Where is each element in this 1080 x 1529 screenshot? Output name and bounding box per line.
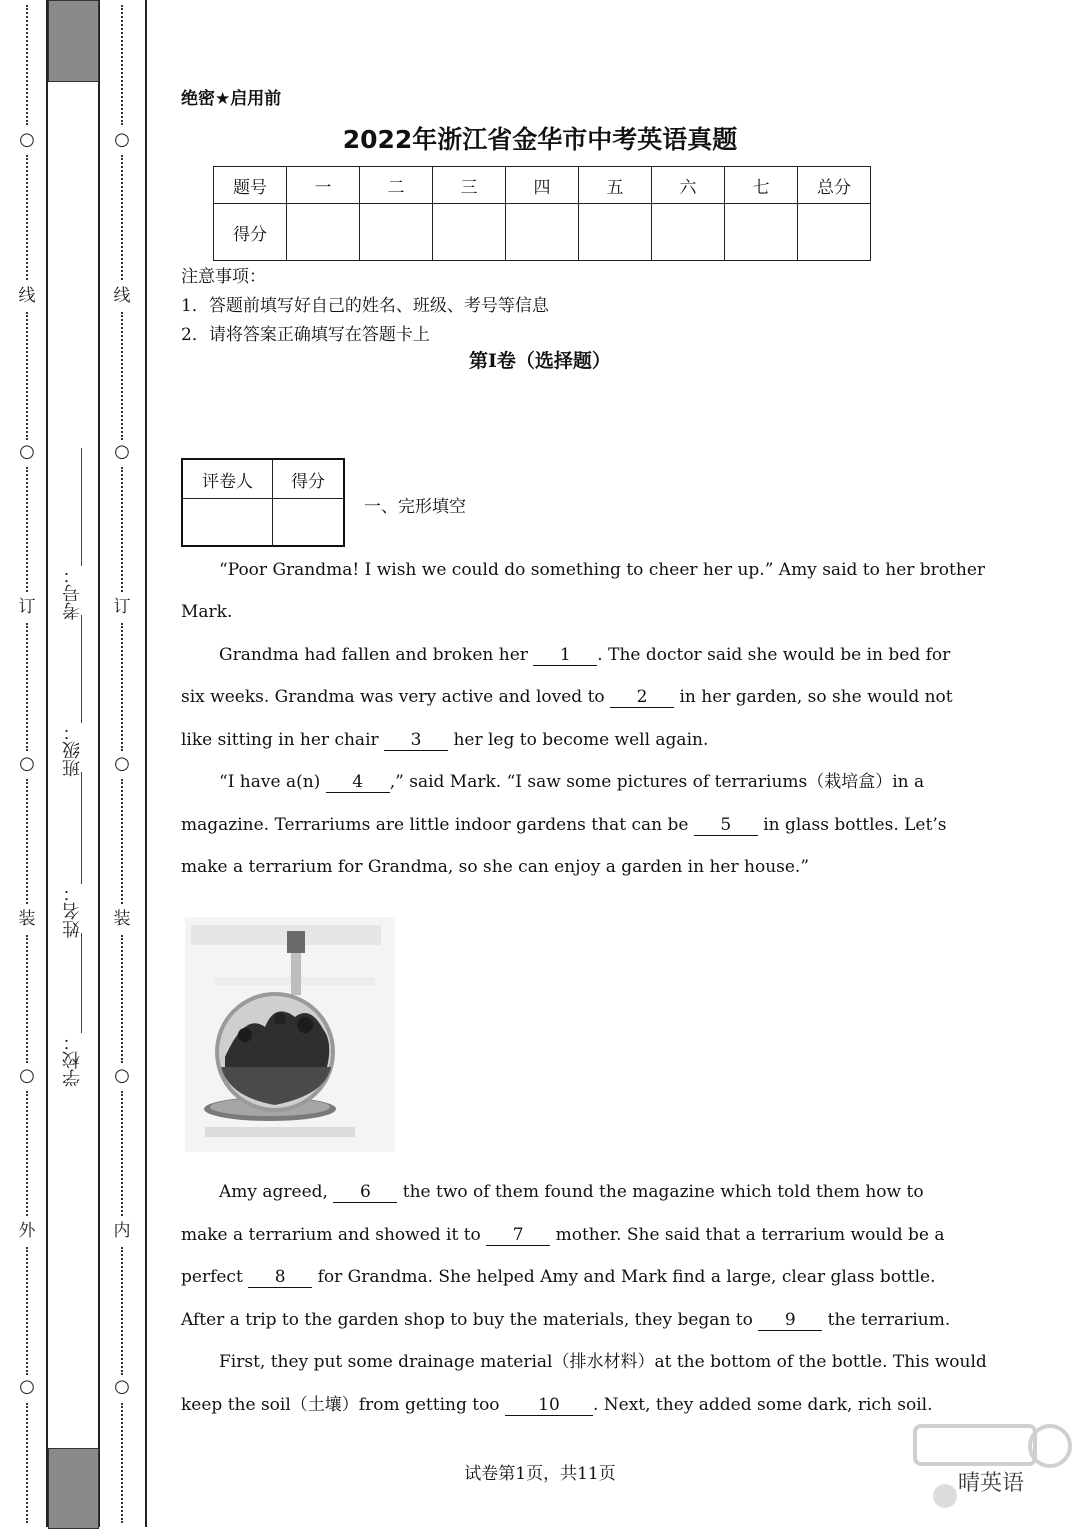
seal-dots: [26, 935, 28, 1063]
score-header-cell: 五: [579, 167, 652, 204]
page-footer: 试卷第1页，共11页: [464, 1464, 616, 1484]
exam-title: 2022年浙江省金华市中考英语真题: [342, 125, 738, 154]
student-id-label: 考号：: [62, 566, 83, 620]
seal-circle-mark: ○: [114, 1376, 130, 1397]
seal-dots: [121, 935, 123, 1063]
seal-line-mark: 线: [113, 286, 131, 306]
seal-dots: [121, 467, 123, 592]
blank-4[interactable]: 4: [326, 772, 390, 793]
seal-circle-mark: ○: [19, 753, 35, 774]
seal-stitch-mark: 装: [18, 909, 36, 929]
seal-dots: [26, 1403, 28, 1523]
seal-dots: [121, 1403, 123, 1523]
passage-text: for Grandma. She helped Amy and Mark find a large, clear glass bottle.: [317, 1267, 936, 1287]
blank-3[interactable]: 3: [384, 730, 448, 751]
score-cell[interactable]: [433, 204, 506, 261]
score-cell[interactable]: [360, 204, 433, 261]
seal-dots: [26, 1091, 28, 1216]
grader-header-cell: 得分: [273, 459, 345, 499]
grader-header-cell: 评卷人: [182, 459, 273, 499]
score-table: [213, 166, 871, 261]
inner-seal-column: [112, 0, 132, 1527]
score-header-cell: 一: [287, 167, 360, 204]
school-field[interactable]: [60, 1033, 90, 1087]
outer-seal-column: [17, 0, 37, 1527]
passage-text: . The doctor said she would be in bed for: [597, 645, 951, 665]
passage-line: [181, 1223, 944, 1247]
seal-circle-mark: ○: [114, 1065, 130, 1086]
seal-dots: [26, 623, 28, 751]
seal-dots: [26, 467, 28, 592]
class-label: 班级：: [62, 723, 83, 777]
blank-8[interactable]: 8: [248, 1267, 312, 1288]
grader-table: [181, 458, 345, 547]
passage-line: Mark.: [181, 602, 233, 622]
seal-dots: [26, 779, 28, 904]
passage-line: [181, 1393, 933, 1417]
student-id-field[interactable]: [60, 566, 90, 620]
notice-item: 2．请将答案正确填写在答题卡上: [181, 325, 430, 345]
passage-text: in her garden, so she would not: [679, 687, 953, 707]
school-label: 学校：: [62, 1033, 83, 1087]
score-cell[interactable]: [798, 204, 871, 261]
student-info-column: [60, 0, 90, 1527]
score-cell[interactable]: [652, 204, 725, 261]
name-field[interactable]: [60, 884, 90, 938]
field-underline: [81, 615, 82, 723]
seal-dots: [26, 1247, 28, 1375]
passage-text: ,” said Mark. “I saw some pictures of terrariums（栽培盒）in a: [389, 772, 925, 792]
score-cell[interactable]: [579, 204, 652, 261]
notice-item: 1．答题前填写好自己的姓名、班级、考号等信息: [181, 296, 549, 316]
passage-line: First, they put some drainage material（排水材料）at the bottom of the bottle. This would: [219, 1352, 987, 1372]
passage-text: After a trip to the garden shop to buy the materials, they began to: [181, 1310, 753, 1330]
score-header-cell: 七: [725, 167, 798, 204]
blank-10[interactable]: 10: [505, 1395, 593, 1416]
seal-dots: [26, 5, 28, 125]
passage-text: her leg to become well again.: [453, 730, 709, 750]
score-table-header-row: [214, 167, 871, 204]
field-underline: [81, 933, 82, 1033]
score-cell[interactable]: [506, 204, 579, 261]
score-cell[interactable]: [287, 204, 360, 261]
notice-heading: 注意事项：: [181, 267, 266, 287]
passage-text: the terrarium.: [827, 1310, 951, 1330]
seal-circle-mark: ○: [114, 441, 130, 462]
passage-text: keep the soil（土壤）from getting too: [181, 1395, 500, 1415]
passage-line: [219, 643, 950, 667]
passage-text: make a terrarium and showed it to: [181, 1225, 481, 1245]
seal-dots: [26, 312, 28, 440]
passage-text: the two of them found the magazine which told them how to: [402, 1182, 924, 1202]
passage-text: in glass bottles. Let’s: [763, 815, 947, 835]
score-table-score-row: [214, 204, 871, 261]
passage-text: magazine. Terrariums are little indoor gardens that can be: [181, 815, 689, 835]
grader-score-cell[interactable]: [273, 499, 345, 547]
seal-circle-mark: ○: [114, 129, 130, 150]
score-cell[interactable]: [725, 204, 798, 261]
passage-line: [219, 1180, 924, 1204]
score-header-cell: 题号: [214, 167, 287, 204]
blank-7[interactable]: 7: [486, 1225, 550, 1246]
seal-outer-mark: 外: [18, 1221, 36, 1241]
passage-line: [181, 813, 946, 837]
binding-border-line: [145, 0, 147, 1527]
score-row-label: 得分: [214, 204, 287, 261]
passage-text: six weeks. Grandma was very active and loved to: [181, 687, 605, 707]
seal-circle-mark: ○: [19, 1376, 35, 1397]
grader-header-row: [182, 459, 344, 499]
passage-line: [181, 728, 708, 752]
passage-line: [181, 1265, 936, 1289]
passage-line: make a terrarium for Grandma, so she can enjoy a garden in her house.”: [181, 857, 810, 877]
passage-text: perfect: [181, 1267, 243, 1287]
seal-circle-mark: ○: [19, 1065, 35, 1086]
score-header-cell: 三: [433, 167, 506, 204]
blank-1[interactable]: 1: [533, 645, 597, 666]
seal-dots: [121, 779, 123, 904]
seal-inner-mark: 内: [113, 1221, 131, 1241]
seal-line-mark: 线: [18, 286, 36, 306]
passage-line: [181, 1308, 950, 1332]
seal-circle-mark: ○: [19, 441, 35, 462]
grader-input-row: [182, 499, 344, 547]
passage-text: mother. She said that a terrarium would be a: [555, 1225, 945, 1245]
seal-circle-mark: ○: [19, 129, 35, 150]
seal-dots: [26, 155, 28, 280]
seal-bind-mark: 订: [113, 597, 131, 617]
binding-border-line: [46, 0, 48, 1527]
blank-2[interactable]: 2: [610, 687, 674, 708]
passage-text: Grandma had fallen and broken her: [219, 645, 528, 665]
seal-stitch-mark: 装: [113, 909, 131, 929]
field-underline: [81, 772, 82, 884]
seal-dots: [121, 155, 123, 280]
seal-dots: [121, 1091, 123, 1216]
passage-line: [219, 770, 924, 794]
class-field[interactable]: [60, 723, 90, 777]
binding-border-line: [98, 0, 100, 1527]
score-header-cell: 四: [506, 167, 579, 204]
passage-line: “Poor Grandma! I wish we could do something to cheer her up.” Amy said to her brother: [219, 560, 986, 580]
passage-line: [181, 685, 953, 709]
score-header-cell: 总分: [798, 167, 871, 204]
seal-dots: [121, 312, 123, 440]
seal-dots: [121, 5, 123, 125]
terrarium-photo: [185, 917, 395, 1152]
binding-strip: [0, 0, 150, 1527]
passage-text: “I have a(n): [219, 772, 321, 792]
seal-dots: [121, 623, 123, 751]
name-label: 姓名：: [62, 884, 83, 938]
grader-cell[interactable]: [182, 499, 273, 547]
volume-title: 第I卷（选择题）: [469, 350, 611, 372]
section-title: 一、完形填空: [364, 497, 466, 517]
seal-dots: [121, 1247, 123, 1375]
blank-5[interactable]: 5: [694, 815, 758, 836]
score-header-cell: 二: [360, 167, 433, 204]
confidential-label: 绝密★启用前: [181, 89, 282, 109]
passage-text: like sitting in her chair: [181, 730, 379, 750]
blank-6[interactable]: 6: [333, 1182, 397, 1203]
blank-9[interactable]: 9: [758, 1310, 822, 1331]
seal-circle-mark: ○: [114, 753, 130, 774]
seal-bind-mark: 订: [18, 597, 36, 617]
passage-text: . Next, they added some dark, rich soil.: [592, 1395, 933, 1415]
watermark-text: 晴英语: [958, 1471, 1025, 1496]
field-underline: [81, 448, 82, 566]
passage-text: Amy agreed,: [219, 1182, 328, 1202]
score-header-cell: 六: [652, 167, 725, 204]
